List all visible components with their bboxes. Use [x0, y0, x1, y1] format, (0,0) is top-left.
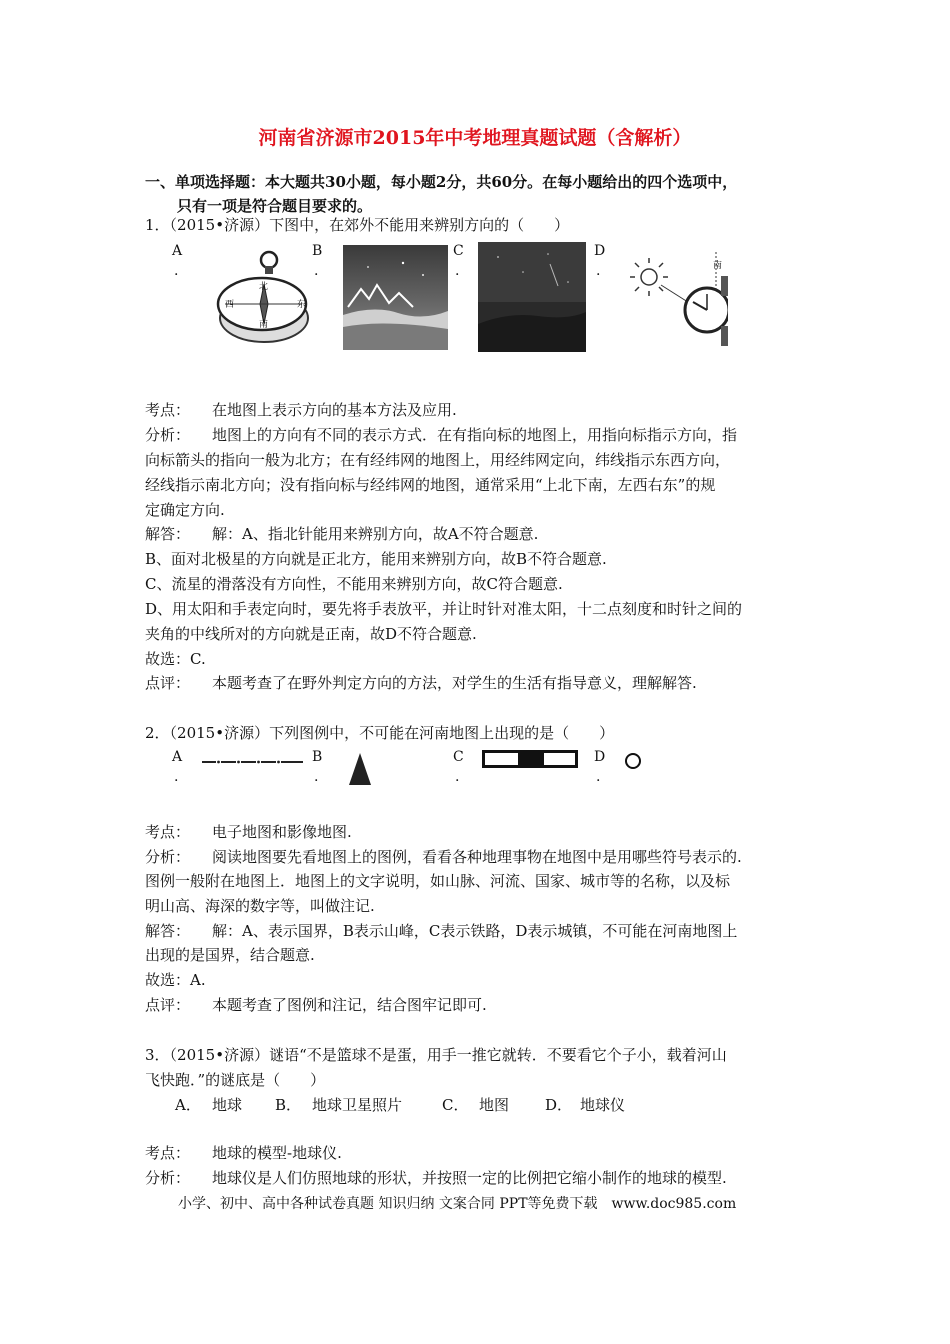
section-heading-line1: 一、单项选择题：本大题共30小题，每小题2分，共60分。在每小题给出的四个选项中， [145, 173, 738, 191]
q2-option-d-dot: . [596, 769, 601, 785]
q2-kaodian: 电子地图和影像地图. [212, 823, 352, 841]
q2-fenxi-line2: 图例一般附在地图上．地图上的文字说明，如山脉、河流、国家、城市等的名称，以及标 [145, 872, 731, 890]
q3-fenxi-label: 分析： [145, 1169, 191, 1187]
q2-stem: 2．（2015•济源）下列图例中，不可能在河南地图上出现的是（ ） [145, 724, 615, 742]
q2-option-b-dot: . [314, 769, 319, 785]
q2-jieda-line2: 出现的是国界，结合题意. [145, 946, 315, 964]
q2-fenxi-line1: 阅读地图要先看地图上的图例，看看各种地理事物在地图中是用哪些符号表示的. [212, 848, 742, 866]
sun-watch-image [623, 252, 728, 352]
railway-symbol [482, 750, 578, 768]
q1-fenxi-line3: 经线指示南北方向；没有指向标与经纬网的地图，通常采用“上北下南，左西右东”的规 [145, 476, 716, 494]
q1-jieda-line4: D、用太阳和手表定向时，要先将手表放平，并让时针对准太阳，十二点刻度和时针之间的 [145, 600, 743, 618]
q1-dianping: 本题考查了在野外判定方向的方法，对学生的生活有指导意义，理解解答. [212, 674, 697, 692]
q1-kaodian-label: 考点： [145, 401, 191, 419]
q1-jieda-line2: B、面对北极星的方向就是正北方，能用来辨别方向，故B不符合题意. [145, 550, 607, 568]
mountain-peak-symbol [348, 752, 372, 786]
q2-option-b-letter: B [312, 749, 323, 765]
q1-dianping-label: 点评： [145, 674, 191, 692]
q2-option-c-dot: . [455, 769, 460, 785]
q1-jieda-label: 解答： [145, 525, 191, 543]
north-star-image [343, 245, 448, 350]
q1-fenxi-line1: 地图上的方向有不同的表示方式．在有指向标的地图上，用指向标指示方向，指 [212, 426, 738, 444]
border-line-symbol [200, 752, 305, 762]
q1-jieda-line1: 解：A、指北针能用来辨别方向，故A不符合题意. [212, 525, 539, 543]
q2-option-a-dot: . [174, 769, 179, 785]
q3-choice-c-text: 地图 [479, 1096, 510, 1114]
compass-east-label: 东 [297, 300, 307, 310]
compass-north-label: 北 [259, 282, 269, 292]
q1-fenxi-line4: 定确定方向. [145, 501, 225, 519]
q2-jieda-label: 解答： [145, 922, 191, 940]
q3-stem-line1: 3．（2015•济源）谜语“不是篮球不是蛋，用手一推它就转．不要看它个子小，载着河山 [145, 1046, 727, 1064]
q1-jieda-line5: 夹角的中线所对的方向就是正南，故D不符合题意. [145, 625, 477, 643]
q3-choice-d-text: 地球仪 [580, 1096, 626, 1114]
q3-kaodian: 地球的模型-地球仪. [212, 1144, 342, 1162]
q2-kaodian-label: 考点： [145, 823, 191, 841]
meteor-image [478, 242, 586, 352]
q1-jieda-line3: C、流星的滑落没有方向性，不能用来辨别方向，故C符合题意. [145, 575, 563, 593]
compass-image [207, 248, 310, 348]
q2-jieda-line1: 解：A、表示国界，B表示山峰，C表示铁路，D表示城镇，不可能在河南地图上 [212, 922, 738, 940]
q1-option-d-dot: . [596, 263, 601, 279]
q3-fenxi: 地球仪是人们仿照地球的形状，并按照一定的比例把它缩小制作的地球的模型. [212, 1169, 727, 1187]
page-footer: 小学、初中、高中各种试卷真题 知识归纳 文案合同 PPT等免费下载 www.doc985.com [178, 1196, 737, 1212]
q1-option-a-dot: . [174, 263, 179, 279]
q1-kaodian: 在地图上表示方向的基本方法及应用. [212, 401, 457, 419]
q3-choice-c-letter: C． [442, 1096, 469, 1114]
q1-option-b-letter: B [312, 243, 323, 259]
q3-choice-a-letter: A． [175, 1096, 201, 1114]
section-heading-line2: 只有一项是符合题目要求的。 [177, 197, 373, 215]
compass-south-label: 南 [259, 320, 269, 330]
q1-option-c-dot: . [455, 263, 460, 279]
q2-option-a-letter: A [172, 749, 183, 765]
compass-west-label: 西 [225, 300, 235, 310]
q3-choice-d-letter: D． [545, 1096, 573, 1114]
q1-stem: 1．（2015•济源）下图中，在郊外不能用来辨别方向的（ ） [145, 216, 570, 234]
q1-answer: 故选：C. [145, 650, 206, 668]
q2-fenxi-line3: 明山高、海深的数字等，叫做注记. [145, 897, 375, 915]
q2-answer: 故选：A. [145, 971, 206, 989]
q1-option-c-letter: C [453, 243, 464, 259]
q1-option-d-letter: D [594, 243, 606, 259]
q1-option-a-letter: A [172, 243, 183, 259]
q2-fenxi-label: 分析： [145, 848, 191, 866]
q3-kaodian-label: 考点： [145, 1144, 191, 1162]
q1-fenxi-label: 分析： [145, 426, 191, 444]
q2-option-d-letter: D [594, 749, 606, 765]
q2-dianping-label: 点评： [145, 996, 191, 1014]
q1-option-b-dot: . [314, 263, 319, 279]
document-title: 河南省济源市2015年中考地理真题试题（含解析） [258, 127, 692, 149]
q3-choice-a-text: 地球 [212, 1096, 243, 1114]
watch-south-label: 南 [713, 261, 723, 271]
q3-choice-b-letter: B． [275, 1096, 302, 1114]
town-symbol [624, 752, 642, 770]
q2-dianping: 本题考查了图例和注记，结合图牢记即可. [212, 996, 487, 1014]
q2-option-c-letter: C [453, 749, 464, 765]
q1-fenxi-line2: 向标箭头的指向一般为北方；在有经纬网的地图上，用经纬网定向，纬线指示东西方向， [145, 451, 731, 469]
q3-stem-line2: 飞快跑．”的谜底是（ ） [145, 1071, 326, 1089]
q3-choice-b-text: 地球卫星照片 [312, 1096, 403, 1114]
